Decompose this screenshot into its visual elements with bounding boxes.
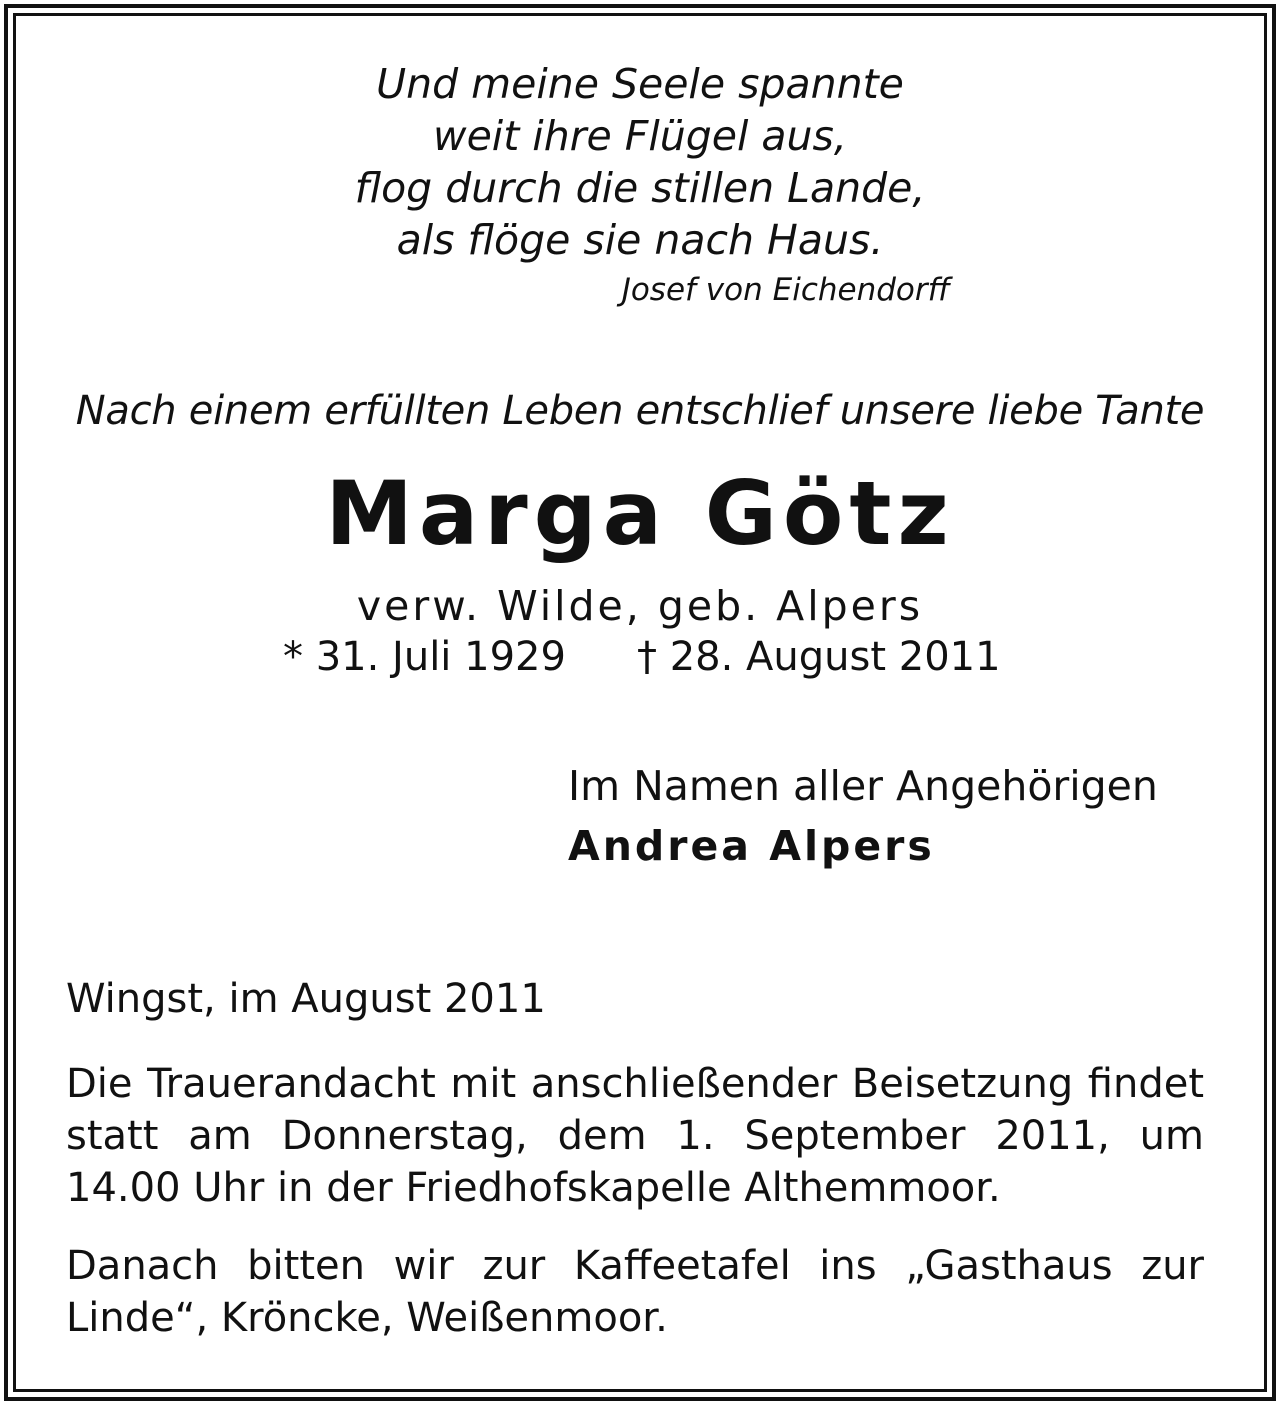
- poem: [0, 58, 1280, 266]
- maiden-names: verw. Wilde, geb. Alpers: [356, 582, 924, 630]
- poem-line: als flöge sie nach Haus.: [396, 216, 884, 264]
- birth-date: * 31. Juli 1929: [283, 634, 566, 680]
- poem-line: flog durch die stillen Lande,: [354, 164, 926, 212]
- place-date: Wingst, im August 2011: [66, 976, 546, 1022]
- poem-author: Josef von Eichendorff: [621, 272, 950, 308]
- on-behalf-text: Im Namen aller Angehörigen: [568, 762, 1158, 810]
- signer-name: Andrea Alpers: [568, 822, 935, 870]
- intro-text: Nach einem erfüllten Leben entschlief unsere liebe Tante: [75, 388, 1205, 434]
- poem-line: Und meine Seele spannte: [376, 60, 904, 108]
- deceased-name: Marga Götz: [325, 462, 955, 565]
- service-paragraph: Die Trauerandacht mit anschließender Beisetzung findet statt am Donnerstag, dem 1. September 2011, um 14.00 Uhr in der Friedhofskapelle Althemmoor.: [66, 1061, 1204, 1211]
- death-date: † 28. August 2011: [637, 634, 1001, 680]
- poem-line: weit ihre Flügel aus,: [433, 112, 847, 160]
- reception-paragraph: Danach bitten wir zur Kaffeetafel ins „Gasthaus zur Linde“, Kröncke, Weißenmoor.: [66, 1243, 1204, 1341]
